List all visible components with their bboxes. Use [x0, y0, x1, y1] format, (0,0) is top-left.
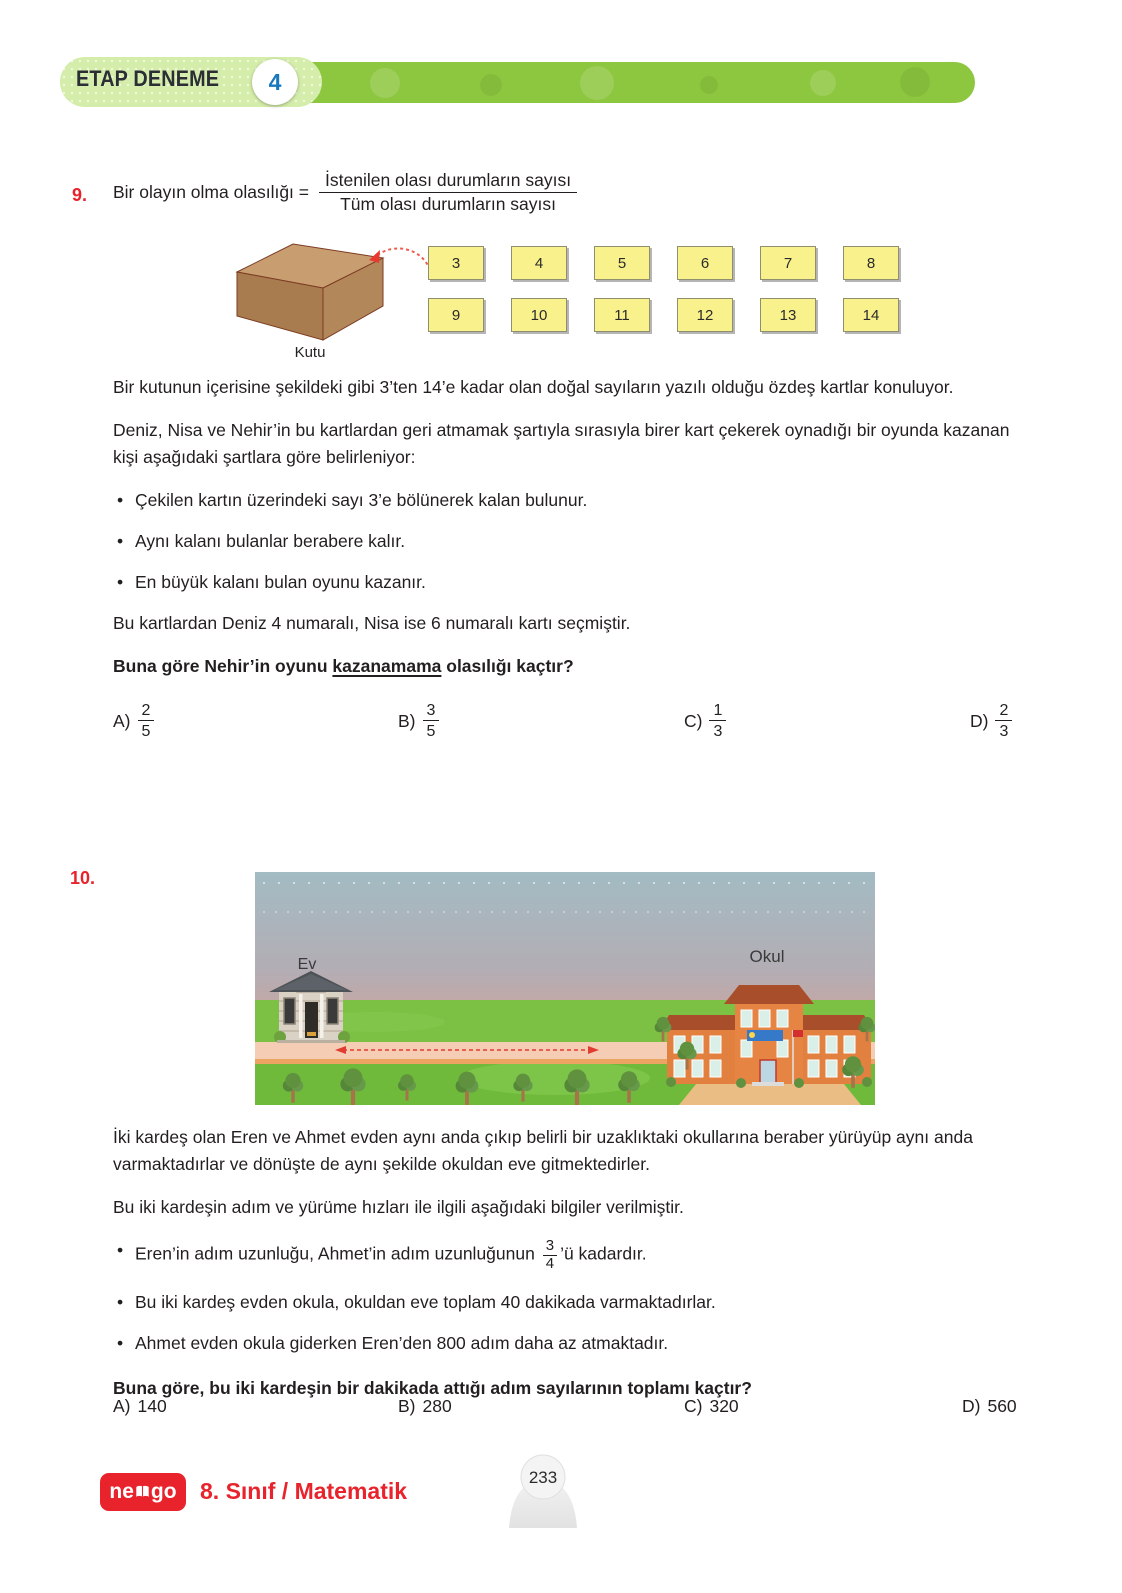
question-10-text [113, 1124, 1025, 1418]
test-number: 4 [268, 68, 282, 95]
list-item: • Çekilen kartın üzerindeki sayı 3’e bölünerek kalan bulunur. [113, 487, 1025, 514]
cards-row-2 [428, 298, 899, 332]
arrow-icon [366, 240, 436, 278]
number-card: 4 [511, 246, 567, 280]
choice-a: A) $\frac{2}{5}$ [113, 700, 154, 742]
list-item: • Aynı kalanı bulanlar berabere kalır. [113, 528, 1025, 555]
home-school-illustration [255, 872, 875, 1105]
number-card: 9 [428, 298, 484, 332]
page-number: 233 [528, 1468, 558, 1487]
page-title: ETAP DENEME [76, 66, 220, 91]
choice-b: B) 280 [398, 1396, 452, 1416]
header-bar [250, 62, 975, 103]
number-card: 12 [677, 298, 733, 332]
list-item: • Bu iki kardeş evden okula, okuldan eve toplam 40 dakikada varmaktadırlar. [113, 1289, 1025, 1316]
book-icon [135, 1484, 150, 1500]
probability-formula [113, 168, 577, 216]
paragraph: Bir kutunun içerisine şekildeki gibi 3’ten 14’e kadar olan doğal sayıların yazılı olduğu özdeş kartlar konuluyor. [113, 377, 954, 397]
list-item: • En büyük kalanı bulan oyunu kazanır. [113, 569, 1025, 596]
question-stem: Buna göre, bu iki kardeşin bir dakikada attığı adım sayılarının toplamı kaçtır? [113, 1378, 752, 1398]
number-card: 6 [677, 246, 733, 280]
paragraph: Deniz, Nisa ve Nehir’in bu kartlardan geri atmamak şartıyla sırasıyla birer kart çekerek oynadığı bir oyunda kazanan kişi aşağıdaki şartlara göre belirleniyor: [113, 420, 1010, 467]
list-item: • Ahmet evden okula giderken Eren’den 800 adım daha az atmaktadır. [113, 1330, 1025, 1357]
decorative-bubble [700, 76, 718, 94]
choice-c: C) $\frac{1}{3}$ [684, 700, 726, 742]
choice-b: B) $\frac{3}{5}$ [398, 700, 439, 742]
decorative-bubble [580, 66, 614, 100]
number-card: 14 [843, 298, 899, 332]
choice-c: C) 320 [684, 1396, 739, 1416]
book-series-label: 8. Sınıf / Matematik [200, 1478, 408, 1504]
question-9-text [113, 374, 1025, 696]
fraction-denominator: Tüm olası durumların sayısı [340, 194, 556, 214]
number-card: 7 [760, 246, 816, 280]
box-label: Kutu [294, 344, 326, 361]
page-number-badge [500, 1450, 586, 1530]
number-card: 8 [843, 246, 899, 280]
choice-a: A) 140 [113, 1396, 167, 1416]
number-card: 10 [511, 298, 567, 332]
paragraph: Bu iki kardeşin adım ve yürüme hızları ile ilgili aşağıdaki bilgiler verilmiştir. [113, 1197, 684, 1217]
choice-d: D) $\frac{2}{3}$ [970, 700, 1012, 742]
paragraph: Bu kartlardan Deniz 4 numaralı, Nisa ise 6 numaralı kartı seçmiştir. [113, 613, 631, 633]
fraction-numerator: İstenilen olası durumların sayısı [319, 170, 577, 193]
question-stem: Buna göre Nehir’in oyunu kazanamama olasılığı kaçtır? [113, 656, 574, 676]
question-9-choices [113, 700, 1073, 762]
formula-lead: Bir olayın olma olasılığı = [113, 181, 309, 202]
cards-row-1 [428, 246, 899, 280]
paragraph: İki kardeş olan Eren ve Ahmet evden aynı anda çıkıp belirli bir uzaklıktaki okullarına beraber yürüyüp aynı anda varmaktadırlar ve dönüşte de aynı şekilde okuldan eve gitmektedirler. [113, 1127, 973, 1174]
decorative-bubble [810, 70, 836, 96]
question-10-number: 10. [70, 868, 96, 888]
inline-fraction: $\frac{3}{4}$ [543, 1237, 557, 1273]
house-label: Ev [297, 956, 317, 973]
formula-fraction [319, 168, 577, 216]
nego-logo: ne go [100, 1473, 186, 1511]
school-label: Okul [749, 947, 785, 966]
test-number-badge [252, 59, 298, 105]
number-card: 3 [428, 246, 484, 280]
number-card: 11 [594, 298, 650, 332]
decorative-bubble [900, 67, 930, 97]
question-9-number: 9. [72, 185, 88, 205]
number-card: 5 [594, 246, 650, 280]
decorative-bubble [480, 74, 502, 96]
number-card: 13 [760, 298, 816, 332]
list-item: • Eren’in adım uzunluğu, Ahmet’in adım uzunluğunun $\frac{3}{4}$ ’ü kadardır. [113, 1237, 1025, 1273]
decorative-bubble [370, 68, 400, 98]
box-illustration [235, 242, 387, 344]
choice-d: D) 560 [962, 1396, 1017, 1416]
question-10-choices [113, 1396, 1073, 1458]
underlined-word: kazanamama [332, 656, 442, 676]
